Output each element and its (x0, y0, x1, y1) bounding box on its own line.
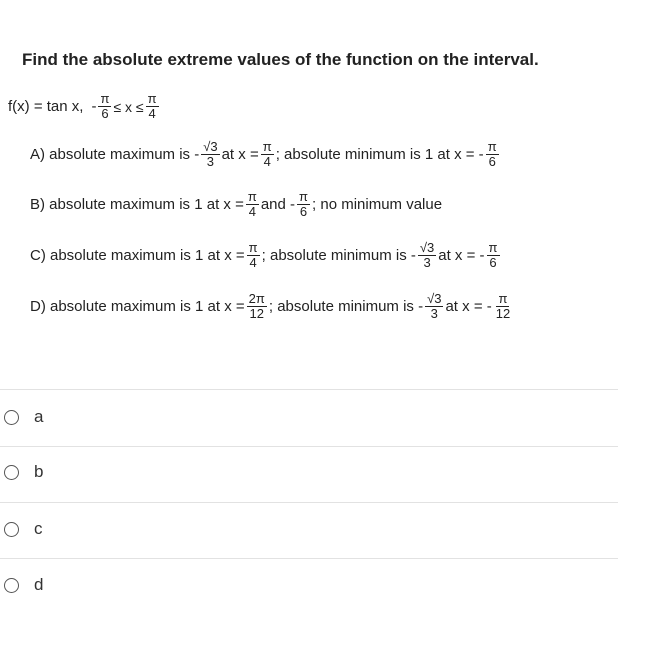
choice-a-at-x: at x = (221, 146, 259, 163)
fraction-numerator: √3 (203, 139, 218, 154)
fraction-denominator: 3 (430, 306, 438, 321)
choice-b-and: and - (260, 196, 296, 213)
fraction-numerator: π (248, 240, 258, 255)
option-b-label: b (34, 462, 44, 481)
choice-d-at-x: at x = - (445, 298, 492, 315)
interval-minus: - (91, 98, 97, 115)
interval-inequality: ≤ x ≤ (113, 98, 144, 115)
choice-c-prefix: C) absolute maximum is 1 at x = (30, 247, 245, 264)
fraction-denominator: 12 (249, 306, 264, 321)
fraction-numerator: π (498, 291, 508, 306)
choice-a-prefix: A) absolute maximum is - (30, 146, 200, 163)
choice-a-max-x (261, 140, 274, 169)
choice-d-prefix: D) absolute maximum is 1 at x = (30, 298, 245, 315)
option-a[interactable] (4, 407, 43, 427)
fraction-denominator: 4 (148, 106, 156, 121)
fraction-numerator: π (247, 189, 257, 204)
option-a-label: a (34, 407, 44, 426)
choice-b-x2 (297, 190, 310, 219)
option-c-label: c (34, 519, 43, 538)
fraction-denominator: 6 (101, 106, 109, 121)
option-c[interactable] (4, 519, 43, 539)
choice-d-min-value (425, 292, 443, 321)
fraction-numerator: π (299, 189, 309, 204)
choice-d-max-x (247, 292, 267, 321)
fraction-denominator: 4 (249, 255, 257, 270)
divider (0, 446, 618, 447)
choice-a-min-x (486, 140, 499, 169)
fraction-numerator: π (100, 91, 110, 106)
fraction-denominator: 4 (248, 204, 256, 219)
choice-c-min-x (487, 241, 500, 270)
choice-c-at-x: at x = - (438, 247, 485, 264)
fraction-denominator: 6 (299, 204, 308, 219)
choice-a-mid: ; absolute minimum is 1 at x = - (275, 146, 484, 163)
choice-b-prefix: B) absolute maximum is 1 at x = (30, 196, 244, 213)
fraction-numerator: π (262, 139, 272, 154)
choice-d-mid: ; absolute minimum is - (268, 298, 424, 315)
divider (0, 389, 618, 390)
fraction-denominator: 3 (206, 154, 215, 169)
question-title: Find the absolute extreme values of the function on the interval. (22, 50, 539, 69)
radio-button-c[interactable] (4, 522, 19, 537)
fraction-numerator: 2π (248, 291, 265, 306)
fraction-denominator: 3 (423, 255, 431, 270)
choice-d-min-x (494, 292, 512, 321)
divider (0, 558, 618, 559)
function-text: f(x) = tan x, (8, 98, 84, 115)
choice-c (30, 241, 502, 270)
choice-c-max-x (247, 241, 260, 270)
option-d-label: d (34, 575, 44, 594)
fraction-numerator: π (147, 91, 157, 106)
interval-upper-fraction (146, 92, 159, 121)
radio-button-a[interactable] (4, 410, 19, 425)
choice-c-mid: ; absolute minimum is - (261, 247, 416, 264)
choice-a-max-value (201, 140, 219, 169)
fraction-numerator: √3 (427, 291, 442, 306)
choice-c-min-value (418, 241, 436, 270)
fraction-numerator: π (487, 139, 497, 154)
fraction-numerator: π (488, 240, 498, 255)
radio-button-b[interactable] (4, 465, 19, 480)
choice-b-suffix: ; no minimum value (312, 196, 443, 213)
option-b[interactable] (4, 462, 43, 482)
choice-d (30, 292, 514, 321)
fraction-denominator: 4 (263, 154, 271, 169)
choice-b (30, 190, 442, 219)
divider (0, 502, 618, 503)
interval-lower-fraction (98, 92, 111, 121)
choice-a (30, 140, 501, 169)
function-statement (8, 92, 161, 121)
option-d[interactable] (4, 575, 43, 595)
fraction-numerator: √3 (419, 240, 435, 255)
radio-button-d[interactable] (4, 578, 19, 593)
fraction-denominator: 12 (495, 306, 511, 321)
fraction-denominator: 6 (489, 255, 497, 270)
fraction-denominator: 6 (488, 154, 496, 169)
choice-b-x1 (246, 190, 259, 219)
